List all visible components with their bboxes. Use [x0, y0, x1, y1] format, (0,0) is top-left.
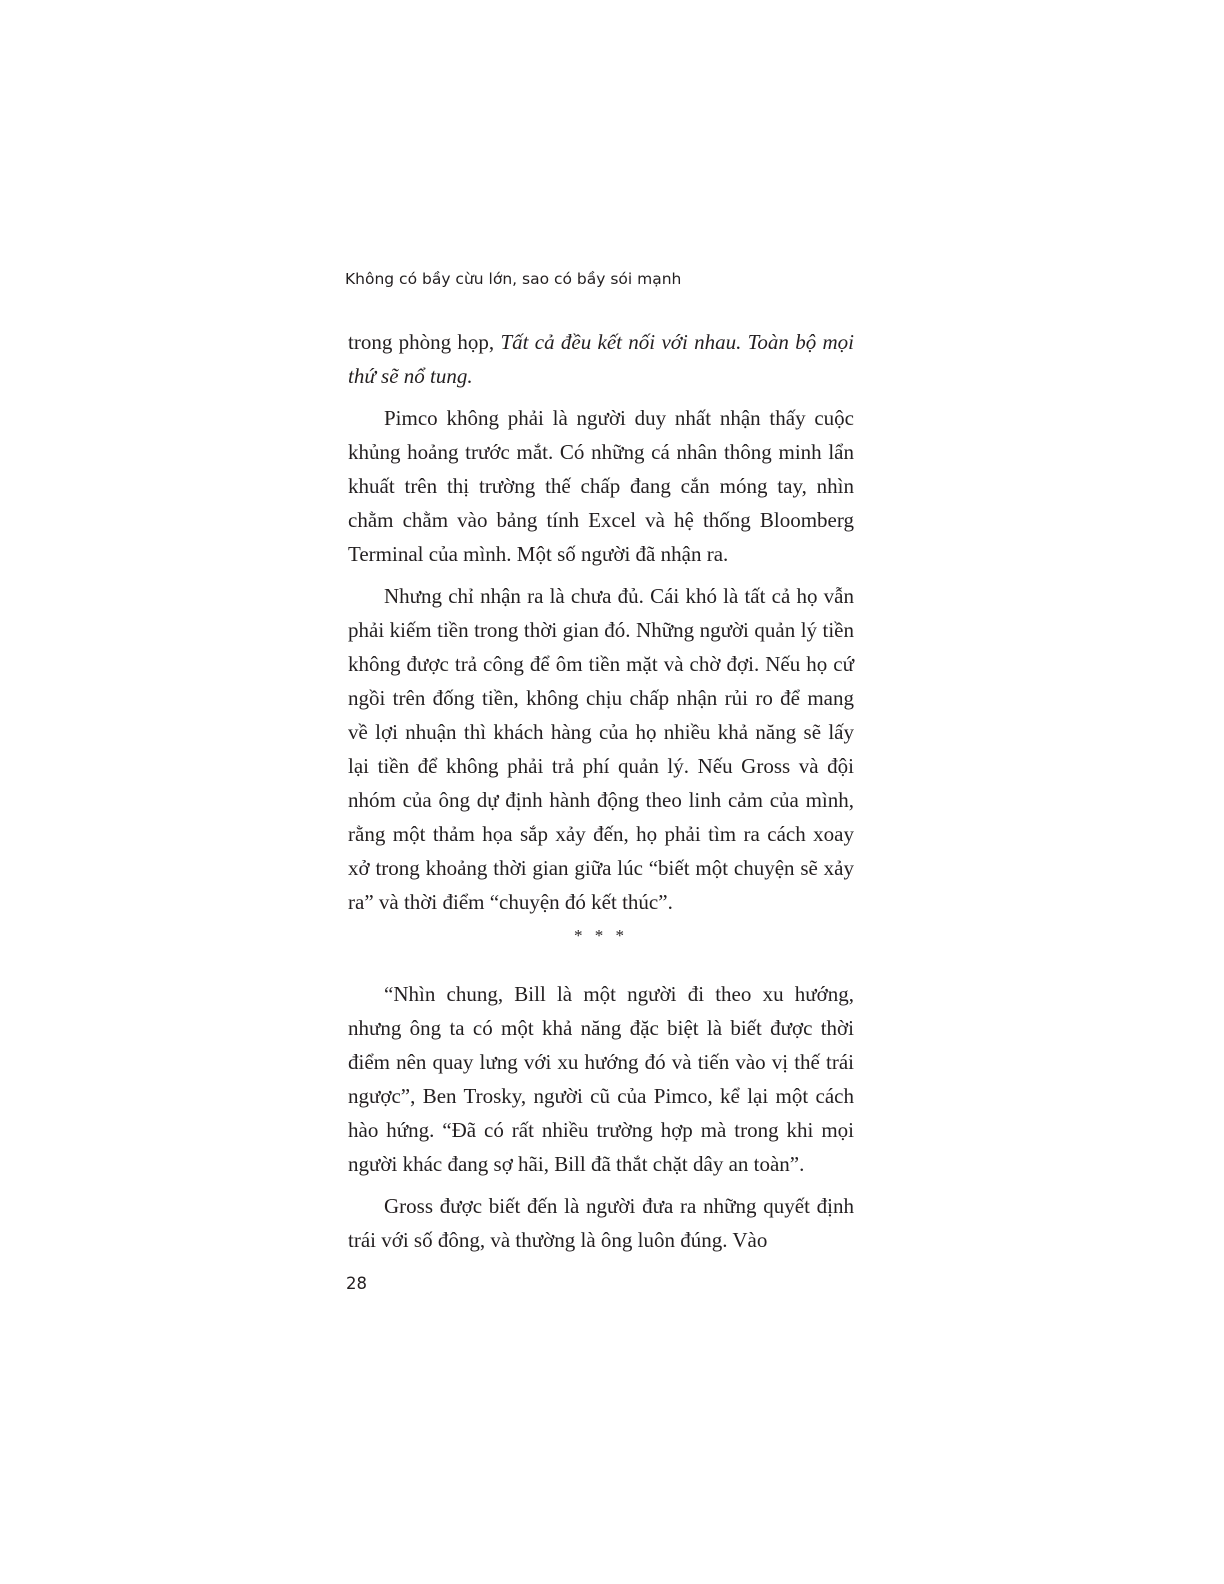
paragraph-4: “Nhìn chung, Bill là một người đi theo xu hướng, nhưng ông ta có một khả năng đặc biệt là biết được thời điểm nên quay lưng với xu hướng đó và tiến vào vị thế trái ngược”, Ben Trosky, người cũ của Pimco, kể lại một cách hào hứng. “Đã có rất nhiều trường hợp mà trong khi mọi người khác đang sợ hãi, Bill đã thắt chặt dây an toàn”. [348, 982, 854, 1176]
body-text [348, 325, 854, 1257]
running-header: Không có bầy cừu lớn, sao có bầy sói mạnh [345, 270, 682, 288]
section-break: * * * [574, 926, 628, 945]
paragraph-1-lead: trong phòng họp, [348, 330, 501, 354]
paragraph-1 [348, 325, 854, 393]
paragraph-5: Gross được biết đến là người đưa ra những quyết định trái với số đông, và thường là ông luôn đúng. Vào [348, 1194, 854, 1252]
page-number: 28 [346, 1274, 367, 1293]
paragraph-2: Pimco không phải là người duy nhất nhận thấy cuộc khủng hoảng trước mắt. Có những cá nhân thông minh lẩn khuất trên thị trường thế chấp đang cắn móng tay, nhìn chằm chằm vào bảng tính Excel và hệ thống Bloomberg Terminal của mình. Một số người đã nhận ra. [348, 406, 854, 566]
paragraph-3: Nhưng chỉ nhận ra là chưa đủ. Cái khó là tất cả họ vẫn phải kiếm tiền trong thời gian đó. Những người quản lý tiền không được trả công để ôm tiền mặt và chờ đợi. Nếu họ cứ ngồi trên đống tiền, không chịu chấp nhận rủi ro để mang về lợi nhuận thì khách hàng của họ nhiều khả năng sẽ lấy lại tiền để không phải trả phí quản lý. Nếu Gross và đội nhóm của ông dự định hành động theo linh cảm của mình, rằng một thảm họa sắp xảy đến, họ phải tìm ra cách xoay xở trong khoảng thời gian giữa lúc “biết một chuyện sẽ xảy ra” và thời điểm “chuyện đó kết thúc”. [348, 584, 854, 914]
paragraph-1-italic: Tất cả đều kết nối với nhau. Toàn bộ mọi thứ sẽ nổ tung. [348, 330, 854, 388]
